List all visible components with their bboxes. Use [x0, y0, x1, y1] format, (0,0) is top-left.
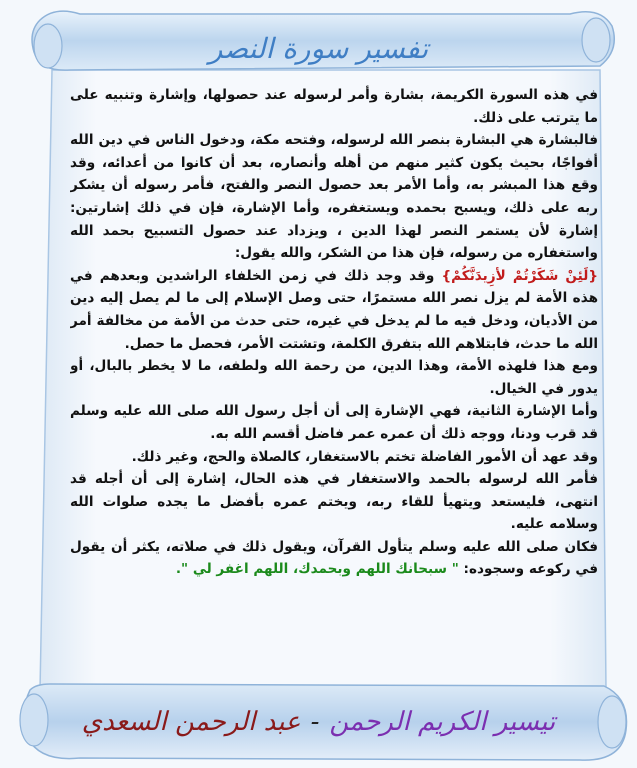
paragraph-2: فالبشارة هي البشارة بنصر الله لرسوله، وفتحه مكة، ودخول الناس في دين الله أفواجًا، بحيث يكون كثير منهم من أهله وأنصاره، بعد أن كانوا من أعدائه، وقد وقع هذا المبشر به، وأما الأمر بعد حصول النصر والفتح، فأمر رسوله أن يشكر ربه على ذلك، ويسبح بحمده ويستغفره، وأما الإشارة، فإن في ذلك إشارتين: إشارة لأن يستمر النصر لهذا الدين ، ويزداد عند حصول التسبيح بحمد الله واستغفاره من رسوله، فإن هذا من الشكر، والله يقول:: [70, 132, 598, 262]
source-footer: [0, 692, 637, 752]
paragraph-7: فأمر الله لرسوله بالحمد والاستغفار في هذه الحال، إشارة إلى أن أجله قد انتهى، فليستعد ويتهيأ للقاء ربه، ويختم عمره بأفضل ما يجده صلوات الله وسلامه عليه.: [70, 471, 598, 533]
author-name: عبد الرحمن السعدي: [81, 707, 301, 737]
paragraph-3: {لَئِنْ شَكَرْتُمْ لأزِيدَنَّكُمْ} وقد وجد ذلك في زمن الخلفاء الراشدين وبعدهم في هذه الأمة لم يزل نصر الله مستمرًا، حتى وصل الإسلام إلى ما لم يصل إليه دين من الأديان، ودخل فيه ما لم يدخل في غيره، حتى حدث من الأمة من مخالفة أمر الله ما حدث، فابتلاهم الله بتفرق الكلمة، وتشتت الأمر، فحصل ما حصل.: [70, 267, 598, 352]
paragraph-5: وأما الإشارة الثانية، فهي الإشارة إلى أن أجل رسول الله صلى الله عليه وسلم قد قرب ودنا، ووجه ذلك أن عمره عمر فاضل أقسم الله به.: [70, 403, 598, 442]
quran-verse: {لَئِنْ شَكَرْتُمْ لأزِيدَنَّكُمْ}: [441, 267, 598, 284]
book-title: تيسير الكريم الرحمن: [329, 707, 556, 737]
paragraph-4: ومع هذا فلهذه الأمة، وهذا الدين، من رحمة الله ولطفه، ما لا يخطر بالبال، أو يدور في الخيال.: [70, 358, 598, 397]
paragraph-8: فكان صلى الله عليه وسلم يتأول القرآن، ويقول ذلك في صلاته، يكثر أن يقول في ركوعه وسجوده: " سبحانك اللهم وبحمدك، اللهم اغفر لي ".: [70, 538, 598, 578]
paragraph-1: في هذه السورة الكريمة، بشارة وأمر لرسوله عند حصولها، وإشارة وتنبيه على ما يترتب على ذلك.: [70, 87, 598, 126]
page-title: تفسير سورة النصر: [208, 32, 429, 65]
dua-quote: " سبحانك اللهم وبحمدك، اللهم اغفر لي ".: [175, 561, 459, 578]
tafsir-body: [70, 84, 598, 684]
footer-separator: -: [310, 707, 320, 737]
paragraph-6: وقد عهد أن الأمور الفاضلة تختم بالاستغفار، كالصلاة والحج، وغير ذلك.: [131, 448, 598, 465]
